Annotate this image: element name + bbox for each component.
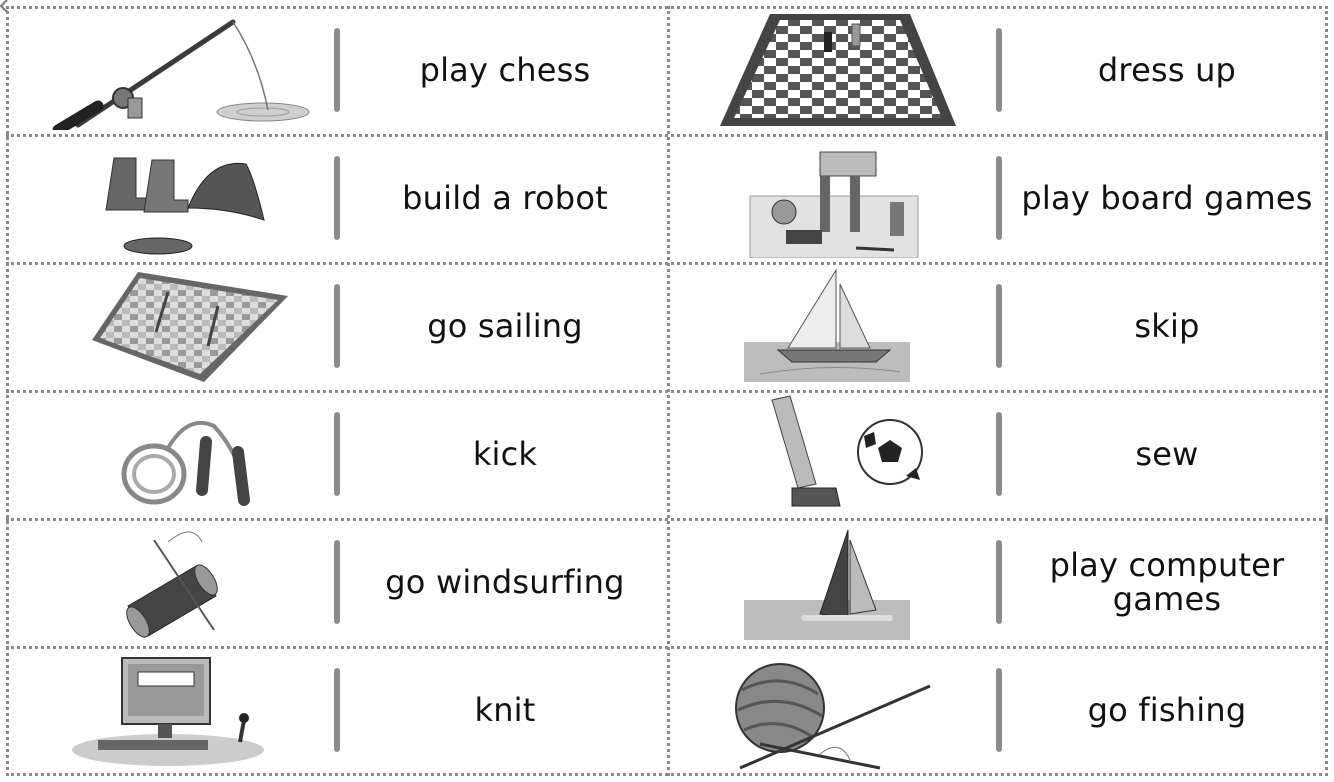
sailboat-icon <box>680 266 980 386</box>
divider-bar <box>996 284 1002 368</box>
divider-bar <box>996 156 1002 240</box>
card-3 <box>6 134 666 262</box>
fishing-rod-icon <box>18 10 318 130</box>
card-label: knit <box>474 691 536 729</box>
skipping-rope-icon <box>18 394 318 514</box>
card-4 <box>668 134 1328 262</box>
chess-board-icon <box>680 10 980 130</box>
card-9 <box>6 518 666 646</box>
thread-needle-icon <box>18 522 318 642</box>
costume-boots-hat-icon <box>18 138 318 258</box>
windsurfer-icon <box>680 522 980 642</box>
divider-bar <box>334 28 340 112</box>
card-label: go sailing <box>427 307 583 345</box>
card-7 <box>6 390 666 518</box>
kicking-ball-icon <box>680 394 980 514</box>
card-5 <box>6 262 666 390</box>
card-label: go fishing <box>1087 691 1247 729</box>
divider-bar <box>334 540 340 624</box>
divider-bar <box>334 412 340 496</box>
divider-bar <box>334 156 340 240</box>
card-label: sew <box>1135 435 1199 473</box>
card-6 <box>668 262 1328 390</box>
divider-bar <box>996 412 1002 496</box>
card-12 <box>668 646 1328 774</box>
card-label: skip <box>1134 307 1200 345</box>
card-1 <box>6 6 666 134</box>
card-2 <box>668 6 1328 134</box>
card-label: play board games <box>1021 179 1313 217</box>
divider-bar <box>334 668 340 752</box>
divider-bar <box>996 668 1002 752</box>
board-game-icon <box>18 266 318 386</box>
divider-bar <box>334 284 340 368</box>
yarn-needles-icon <box>680 650 980 770</box>
card-label: play computer games <box>1049 546 1285 618</box>
computer-game-icon <box>18 650 318 770</box>
divider-bar <box>996 540 1002 624</box>
card-label: play chess <box>419 51 591 89</box>
divider-bar <box>996 28 1002 112</box>
card-8 <box>668 390 1328 518</box>
card-10 <box>668 518 1328 646</box>
card-11 <box>6 646 666 774</box>
card-label: go windsurfing <box>385 563 625 601</box>
card-label: dress up <box>1097 51 1237 89</box>
card-label: kick <box>472 435 538 473</box>
robot-parts-icon <box>680 138 980 258</box>
card-label: build a robot <box>402 179 608 217</box>
